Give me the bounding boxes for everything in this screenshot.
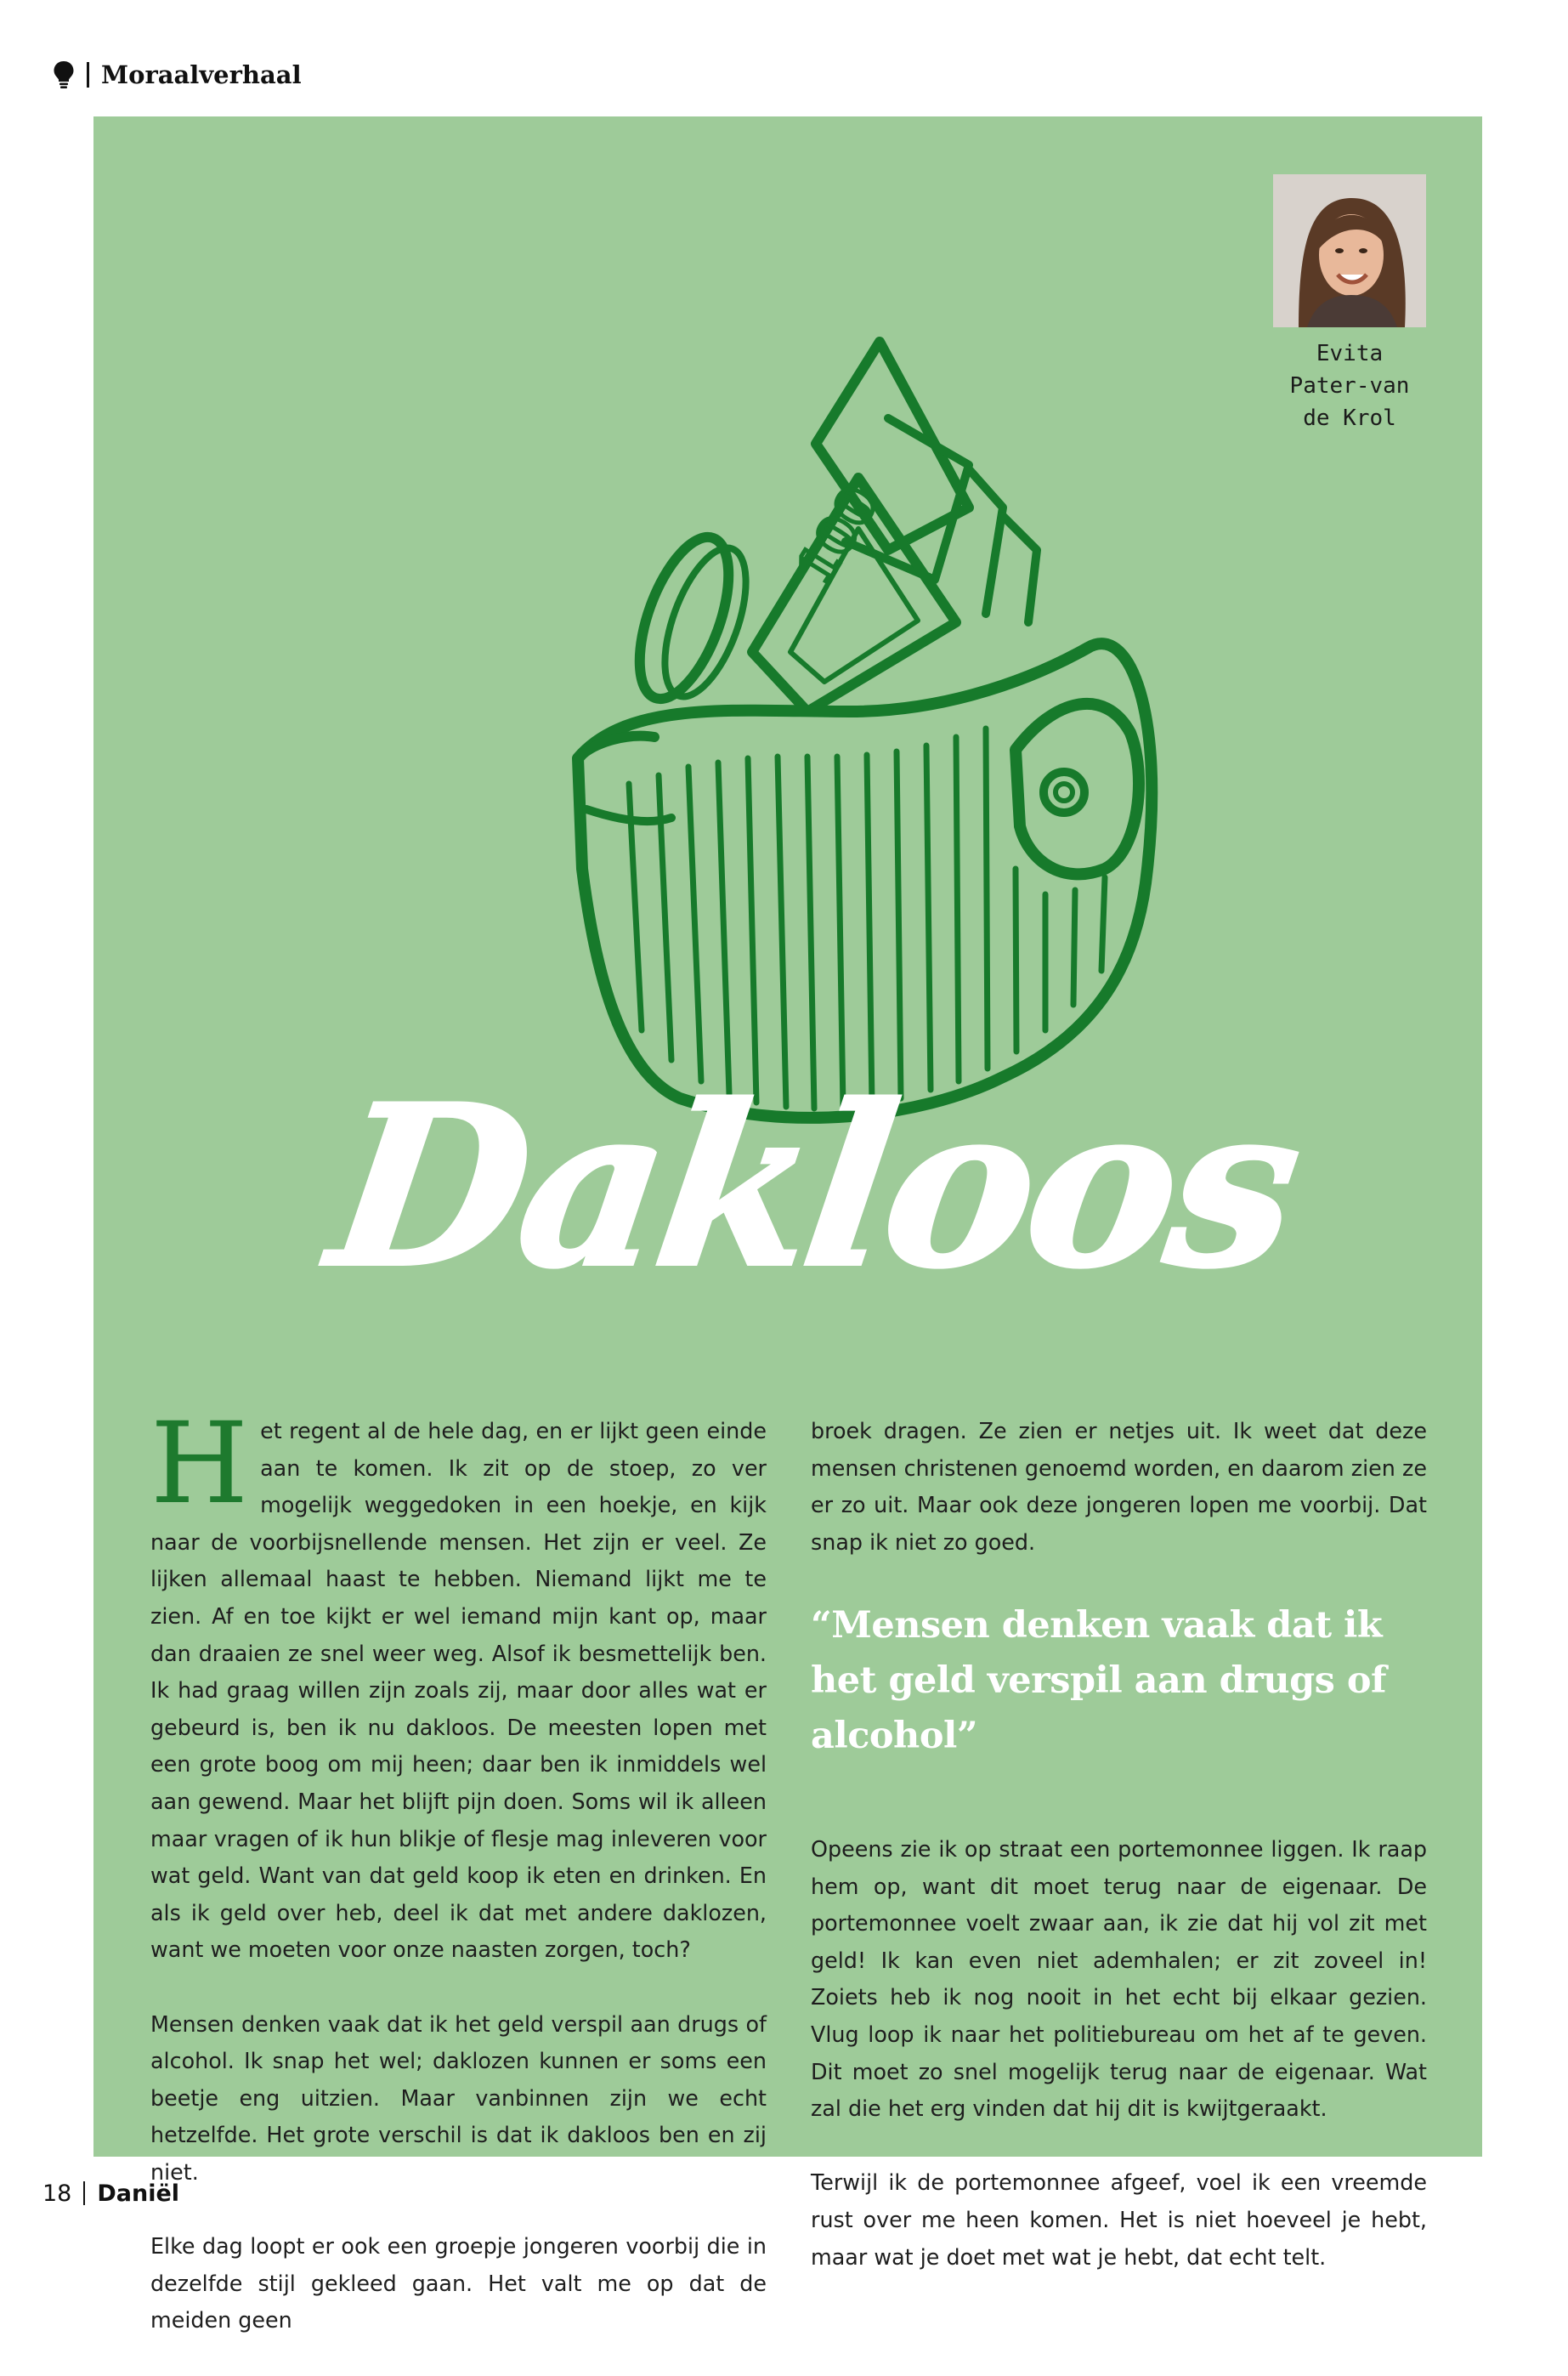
article-title-text: Dakloos <box>318 1057 1310 1317</box>
author-name <box>1232 337 1467 434</box>
pull-quote: “Mensen denken vaak dat ik het geld verspil aan drugs of alcohol” <box>811 1603 1387 1757</box>
paragraph-intro <box>150 1398 767 1969</box>
paragraph-text: et regent al de hele dag, en er lijkt geen einde aan te komen. Ik zit op de stoep, zo ver mogelijk weggedoken in een hoekje, en kijk naar de voorbijsnellende mensen. Het zijn er veel. Ze lijken allemaal haast te hebben. Niemand lijkt me te zien. Af en toe kijkt er wel iemand mijn kant op, maar dan draaien ze snel weer weg. Alsof ik besmettelijk ben. Ik had graag willen zijn zoals zij, maar door alles wat er gebeurd is, ben ik nu dakloos. De meesten lopen met een grote boog om mij heen; daar ben ik inmiddels wel aan gewend. Maar het blijft pijn doen. Soms wil ik alleen maar vragen of ik hun blikje of flesje mag inleveren voor wat geld. Want van dat geld koop ik eten en drinken. En als ik geld over heb, deel ik dat met andere daklozen, want we moeten voor onze naasten zorgen, toch? <box>150 1418 767 1963</box>
paragraph: Terwijl ik de portemonnee afgeef, voel ik een vreemde rust over me heen komen. Het is niet hoeveel je hebt, maar wat je doet met wat je hebt, dat echt telt. <box>811 2169 1427 2270</box>
paragraph: broek dragen. Ze zien er netjes uit. Ik weet dat deze mensen christenen genoemd worden, en daarom zien ze er zo uit. Maar ook deze jongeren lopen me voorbij. Dat snap ik niet zo goed. <box>811 1418 1427 1555</box>
author-portrait <box>1273 174 1426 327</box>
paragraph: Opeens zie ik op straat een portemonnee liggen. Ik raap hem op, want dit moet terug naar de eigenaar. De portemonnee voelt zwaar aan, ik zie dat hij vol zit met geld! Ik kan even niet ademhalen; er zit zoveel in! Zoiets heb ik nog nooit in het echt bij elkaar gezien. Vlug loop ik naar het politiebureau om het af te geven. Dit moet zo snel mogelijk terug naar de eigenaar. Wat zal die het erg vinden dat hij dit is kwijtgeraakt. <box>811 1835 1427 2122</box>
footer-separator <box>83 2181 85 2205</box>
article-column-left <box>150 1398 767 2376</box>
author-name-line: Pater-van <box>1289 373 1410 399</box>
author-name-line: Evita <box>1316 341 1384 366</box>
section-label <box>53 58 302 92</box>
article-column-right <box>811 1413 1427 2313</box>
magazine-name: Daniël <box>97 2180 180 2207</box>
author-name-line: de Krol <box>1303 405 1396 431</box>
page-number: 18 <box>42 2180 72 2207</box>
lightbulb-icon <box>53 60 75 89</box>
page-footer <box>42 2176 179 2210</box>
section-title: Moraalverhaal <box>101 60 302 89</box>
paragraph: Mensen denken vaak dat ik het geld verspil aan drugs of alcohol. Ik snap het wel; daklozen kunnen er soms een beetje eng uitzien. Maar vanbinnen zijn we echt hetzelfde. Het grote verschil is dat ik dakloos ben en zij niet. <box>150 2010 767 2185</box>
section-separator <box>87 62 89 88</box>
article-title <box>318 992 1310 1349</box>
drop-cap: H <box>150 1398 249 1529</box>
banknote-value: 100 <box>785 476 890 595</box>
paragraph: Elke dag loopt er ook een groepje jongeren voorbij die in dezelfde stijl gekleed gaan. Het valt me op dat de meiden geen <box>150 2233 767 2333</box>
